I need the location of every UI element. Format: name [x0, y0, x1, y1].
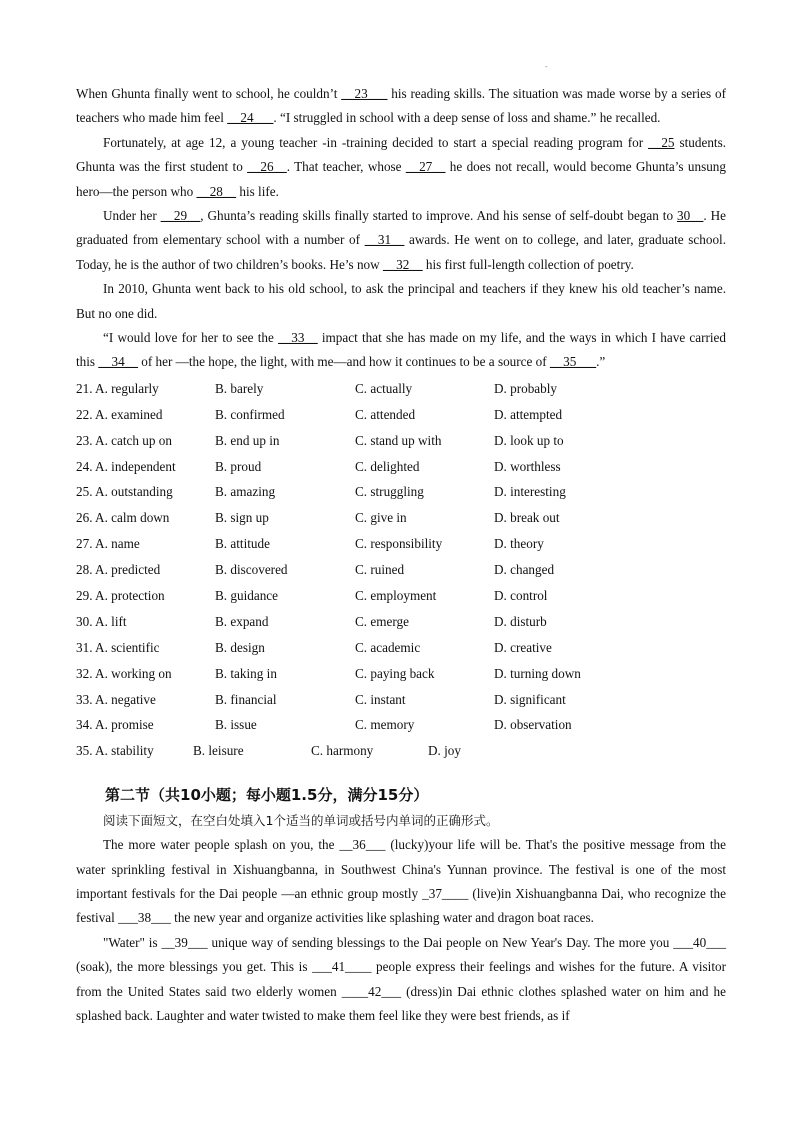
- blank-28: __28__: [196, 183, 237, 199]
- blank-31: __31__: [364, 232, 405, 248]
- passage-paragraph-3: Under her __29__, Ghunta’s reading skills finally started to improve. And his sense of self-doubt began to 30__. He graduated from elementary school with a number of __31__ awards. He went on to college, and later, graduate school. Today, he is the author of two children’s books. He’s now __32__ his first full-length collection of poetry.: [76, 208, 726, 272]
- blank-25: __25: [648, 134, 675, 150]
- option-row-26: 26. A. calm down B. sign up C. give in D. break out: [76, 510, 560, 526]
- option-row-28: 28. A. predicted B. discovered C. ruined D. changed: [76, 562, 555, 578]
- section-2-title: 第二节（共10小题；每小题1.5分，满分15分）: [105, 786, 429, 805]
- blank-34: __34__: [98, 354, 138, 370]
- blank-33: __33__: [278, 330, 318, 346]
- option-row-33: 33. A. negative B. financial C. instant D. significant: [76, 691, 566, 707]
- option-row-32: 32. A. working on B. taking in C. paying back D. turning down: [76, 665, 581, 681]
- option-row-34: 34. A. promise B. issue C. memory D. observation: [76, 717, 572, 733]
- section-2-paragraph-1: The more water people splash on you, the __36___ (lucky)your life will be. That's the positive message from the water sprinkling festival in Xishuangbanna, in Southwest China's Yunnan province. The festival is one of the most important festivals for the Dai people —an ethnic group mostly _37____ (live)in Xishuangbanna Dai, who recognize the festival ___38___ the new year and organize activities like splashing water and dragon boat races.: [76, 837, 726, 926]
- blank-27: __27__: [405, 159, 446, 175]
- exam-page: [76, 82, 726, 1028]
- answer-options: [76, 376, 726, 764]
- option-row-21: 21. A. regularly B. barely C. actually D. probably: [76, 380, 557, 396]
- option-row-23: 23. A. catch up on B. end up in C. stand up with D. look up to: [76, 432, 564, 448]
- stray-mark: -: [545, 62, 548, 71]
- passage-paragraph-5: “I would love for her to see the __33__ impact that she has made on my life, and the ways in which I have carried this __34__ of her —the hope, the light, with me—and how it continues to be a source of __35___.”: [76, 330, 726, 370]
- blank-30: 30__: [677, 208, 704, 224]
- blank-35: __35___: [549, 354, 597, 370]
- option-row-31: 31. A. scientific B. design C. academic D. creative: [76, 639, 552, 655]
- section-2-paragraph-2: "Water" is __39___ unique way of sending blessings to the Dai people on New Year's Day. The more you ___40___ (soak), the more blessings you get. This is ___41____ people express their feelings and wishes for the future. A visitor from the United States said two elderly women ____42___ (dress)in Dai ethnic clothes splashed water on him and he splashed back. Laughter and water twisted to make them feel like they were best friends, as if: [76, 934, 726, 1024]
- blank-24: __24___: [227, 110, 274, 126]
- option-row-27: 27. A. name B. attitude C. responsibility D. theory: [76, 536, 544, 552]
- option-row-30: 30. A. lift B. expand C. emerge D. disturb: [76, 613, 547, 629]
- section-2-instruction: 阅读下面短文，在空白处填入1个适当的单词或括号内单词的正确形式。: [103, 813, 499, 829]
- option-row-25: 25. A. outstanding B. amazing C. struggling D. interesting: [76, 484, 566, 500]
- option-row-35: 35. A. stability B. leisure C. harmony D. joy: [76, 743, 461, 759]
- option-row-29: 29. A. protection B. guidance C. employment D. control: [76, 588, 548, 603]
- passage-paragraph-1: When Ghunta finally went to school, he couldn’t __23___ his reading skills. The situation was made worse by a series of teachers who made him feel __24___. “I struggled in school with a deep sense of loss and shame.” he recalled.: [76, 86, 726, 126]
- blank-29: __29__: [160, 208, 201, 224]
- blank-26: __26__: [247, 159, 287, 175]
- passage-paragraph-4: In 2010, Ghunta went back to his old school, to ask the principal and teachers if they knew his old teacher’s name. But no one did.: [76, 281, 726, 321]
- blank-23: __23___: [341, 86, 388, 101]
- option-row-24: 24. A. independent B. proud C. delighted D. worthless: [76, 458, 561, 474]
- option-row-22: 22. A. examined B. confirmed C. attended D. attempted: [76, 406, 563, 422]
- passage-paragraph-2: Fortunately, at age 12, a young teacher -in -training decided to start a special reading program for __25 students. Ghunta was the first student to __26__. That teacher, whose __27__ he does not recall, would become Ghunta’s unsung hero—the person who __28__ his life.: [76, 134, 726, 199]
- blank-32: __32__: [382, 256, 423, 272]
